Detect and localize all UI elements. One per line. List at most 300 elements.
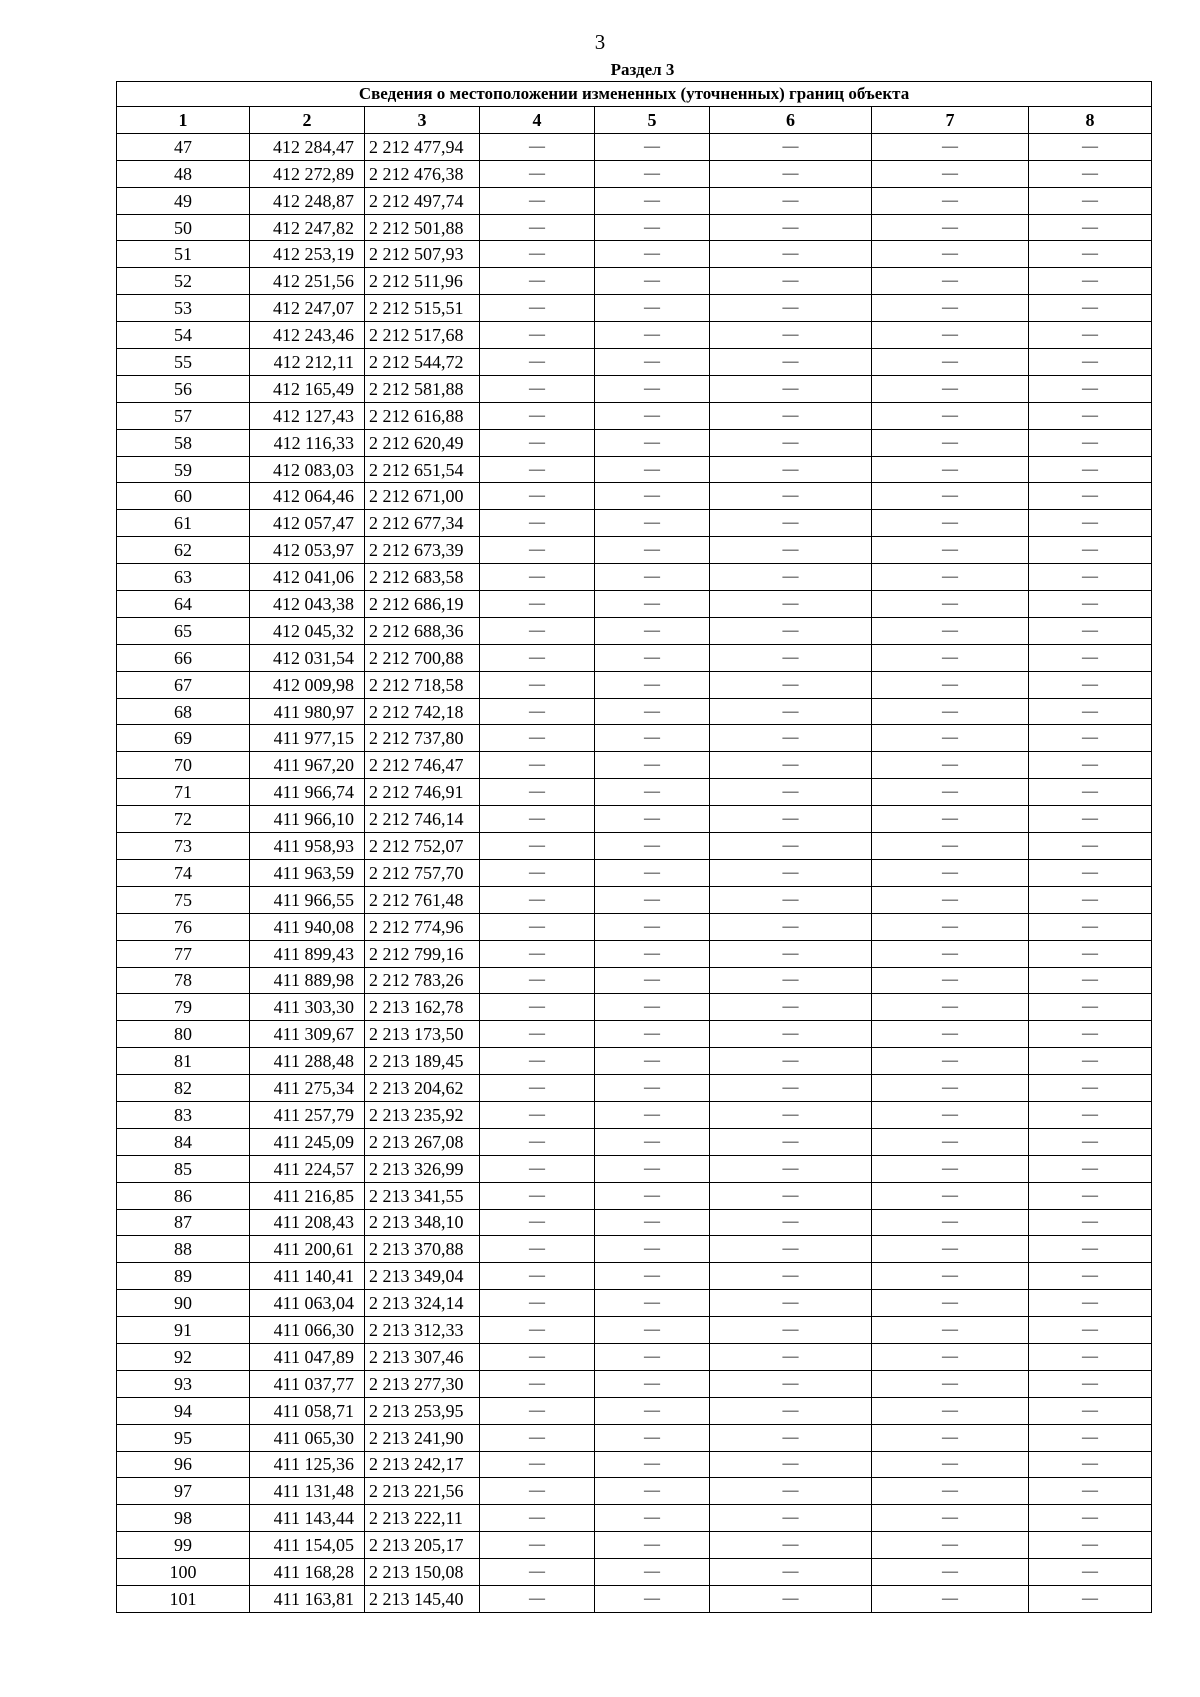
- empty-dash-cell: —: [710, 1317, 872, 1344]
- table-row: [117, 375, 1152, 402]
- empty-dash-cell: —: [872, 1128, 1029, 1155]
- empty-dash-cell: —: [872, 1532, 1029, 1559]
- empty-dash-cell: —: [595, 429, 710, 456]
- empty-dash-cell: —: [872, 1397, 1029, 1424]
- coordinate-x-cell: 412 247,82: [250, 214, 365, 241]
- coordinate-x-cell: 411 063,04: [250, 1290, 365, 1317]
- empty-dash-cell: —: [710, 375, 872, 402]
- empty-dash-cell: —: [872, 1370, 1029, 1397]
- table-row: [117, 833, 1152, 860]
- coordinate-x-cell: 411 966,74: [250, 779, 365, 806]
- empty-dash-cell: —: [480, 994, 595, 1021]
- empty-dash-cell: —: [480, 1451, 595, 1478]
- table-row: [117, 1505, 1152, 1532]
- table-row: [117, 133, 1152, 160]
- coordinate-x-cell: 411 966,55: [250, 886, 365, 913]
- point-number-cell: 96: [117, 1451, 250, 1478]
- empty-dash-cell: —: [1029, 1585, 1152, 1612]
- empty-dash-cell: —: [1029, 1559, 1152, 1586]
- empty-dash-cell: —: [480, 1478, 595, 1505]
- coordinate-y-cell: 2 213 312,33: [365, 1317, 480, 1344]
- empty-dash-cell: —: [480, 1290, 595, 1317]
- empty-dash-cell: —: [710, 1585, 872, 1612]
- table-row: [117, 564, 1152, 591]
- empty-dash-cell: —: [1029, 1451, 1152, 1478]
- point-number-cell: 90: [117, 1290, 250, 1317]
- coordinate-y-cell: 2 212 799,16: [365, 940, 480, 967]
- empty-dash-cell: —: [872, 698, 1029, 725]
- empty-dash-cell: —: [872, 1209, 1029, 1236]
- coordinate-x-cell: 411 257,79: [250, 1101, 365, 1128]
- empty-dash-cell: —: [595, 1128, 710, 1155]
- coordinate-x-cell: 412 064,46: [250, 483, 365, 510]
- empty-dash-cell: —: [872, 1048, 1029, 1075]
- point-number-cell: 87: [117, 1209, 250, 1236]
- coordinate-y-cell: 2 213 242,17: [365, 1451, 480, 1478]
- table-row: [117, 429, 1152, 456]
- empty-dash-cell: —: [1029, 1182, 1152, 1209]
- coordinate-x-cell: 411 200,61: [250, 1236, 365, 1263]
- empty-dash-cell: —: [872, 402, 1029, 429]
- empty-dash-cell: —: [1029, 1075, 1152, 1102]
- empty-dash-cell: —: [710, 429, 872, 456]
- empty-dash-cell: —: [480, 1209, 595, 1236]
- empty-dash-cell: —: [595, 214, 710, 241]
- empty-dash-cell: —: [872, 375, 1029, 402]
- coordinate-y-cell: 2 212 761,48: [365, 886, 480, 913]
- coordinate-y-cell: 2 212 673,39: [365, 537, 480, 564]
- empty-dash-cell: —: [872, 886, 1029, 913]
- empty-dash-cell: —: [1029, 1424, 1152, 1451]
- empty-dash-cell: —: [480, 1505, 595, 1532]
- table-row: [117, 967, 1152, 994]
- empty-dash-cell: —: [872, 1155, 1029, 1182]
- coordinate-y-cell: 2 213 222,11: [365, 1505, 480, 1532]
- table-row: [117, 322, 1152, 349]
- empty-dash-cell: —: [872, 322, 1029, 349]
- empty-dash-cell: —: [595, 1182, 710, 1209]
- empty-dash-cell: —: [872, 1182, 1029, 1209]
- coordinate-y-cell: 2 213 221,56: [365, 1478, 480, 1505]
- empty-dash-cell: —: [1029, 725, 1152, 752]
- empty-dash-cell: —: [710, 1075, 872, 1102]
- coordinate-y-cell: 2 212 677,34: [365, 510, 480, 537]
- empty-dash-cell: —: [710, 886, 872, 913]
- column-header: 7: [872, 107, 1029, 134]
- empty-dash-cell: —: [1029, 1370, 1152, 1397]
- coordinate-x-cell: 411 037,77: [250, 1370, 365, 1397]
- point-number-cell: 84: [117, 1128, 250, 1155]
- empty-dash-cell: —: [872, 349, 1029, 376]
- point-number-cell: 67: [117, 671, 250, 698]
- empty-dash-cell: —: [595, 537, 710, 564]
- coordinate-x-cell: 412 243,46: [250, 322, 365, 349]
- empty-dash-cell: —: [710, 349, 872, 376]
- empty-dash-cell: —: [710, 752, 872, 779]
- empty-dash-cell: —: [595, 375, 710, 402]
- empty-dash-cell: —: [872, 967, 1029, 994]
- point-number-cell: 53: [117, 295, 250, 322]
- coordinate-y-cell: 2 212 742,18: [365, 698, 480, 725]
- empty-dash-cell: —: [872, 1263, 1029, 1290]
- table-row: [117, 1209, 1152, 1236]
- empty-dash-cell: —: [1029, 1397, 1152, 1424]
- table-row: [117, 483, 1152, 510]
- empty-dash-cell: —: [710, 295, 872, 322]
- coordinate-y-cell: 2 213 349,04: [365, 1263, 480, 1290]
- coordinate-y-cell: 2 212 544,72: [365, 349, 480, 376]
- empty-dash-cell: —: [595, 160, 710, 187]
- point-number-cell: 86: [117, 1182, 250, 1209]
- coordinate-y-cell: 2 212 774,96: [365, 913, 480, 940]
- empty-dash-cell: —: [595, 349, 710, 376]
- point-number-cell: 83: [117, 1101, 250, 1128]
- column-header: 2: [250, 107, 365, 134]
- empty-dash-cell: —: [595, 913, 710, 940]
- empty-dash-cell: —: [1029, 994, 1152, 1021]
- empty-dash-cell: —: [872, 859, 1029, 886]
- column-header: 4: [480, 107, 595, 134]
- empty-dash-cell: —: [872, 617, 1029, 644]
- empty-dash-cell: —: [595, 1021, 710, 1048]
- empty-dash-cell: —: [480, 456, 595, 483]
- coordinate-y-cell: 2 213 145,40: [365, 1585, 480, 1612]
- empty-dash-cell: —: [595, 1343, 710, 1370]
- table-row: [117, 698, 1152, 725]
- empty-dash-cell: —: [1029, 806, 1152, 833]
- empty-dash-cell: —: [710, 241, 872, 268]
- table-row: [117, 1236, 1152, 1263]
- empty-dash-cell: —: [595, 1505, 710, 1532]
- empty-dash-cell: —: [1029, 214, 1152, 241]
- empty-dash-cell: —: [872, 779, 1029, 806]
- table-row: [117, 187, 1152, 214]
- coordinate-y-cell: 2 213 241,90: [365, 1424, 480, 1451]
- table-row: [117, 886, 1152, 913]
- coordinate-y-cell: 2 212 683,58: [365, 564, 480, 591]
- empty-dash-cell: —: [595, 1263, 710, 1290]
- empty-dash-cell: —: [595, 859, 710, 886]
- empty-dash-cell: —: [480, 1101, 595, 1128]
- empty-dash-cell: —: [595, 483, 710, 510]
- table-row: [117, 617, 1152, 644]
- empty-dash-cell: —: [1029, 322, 1152, 349]
- coordinate-x-cell: 412 041,06: [250, 564, 365, 591]
- empty-dash-cell: —: [480, 1585, 595, 1612]
- table-row: [117, 1182, 1152, 1209]
- table-row: [117, 1424, 1152, 1451]
- empty-dash-cell: —: [872, 1478, 1029, 1505]
- empty-dash-cell: —: [872, 187, 1029, 214]
- coordinate-x-cell: 412 031,54: [250, 644, 365, 671]
- point-number-cell: 69: [117, 725, 250, 752]
- point-number-cell: 70: [117, 752, 250, 779]
- empty-dash-cell: —: [872, 1424, 1029, 1451]
- empty-dash-cell: —: [872, 671, 1029, 698]
- empty-dash-cell: —: [595, 967, 710, 994]
- coordinate-y-cell: 2 212 497,74: [365, 187, 480, 214]
- empty-dash-cell: —: [872, 295, 1029, 322]
- coordinate-y-cell: 2 213 370,88: [365, 1236, 480, 1263]
- point-number-cell: 54: [117, 322, 250, 349]
- table-caption: Сведения о местоположении измененных (уточненных) границ объекта: [117, 82, 1152, 107]
- point-number-cell: 62: [117, 537, 250, 564]
- point-number-cell: 88: [117, 1236, 250, 1263]
- coordinate-y-cell: 2 213 204,62: [365, 1075, 480, 1102]
- empty-dash-cell: —: [1029, 644, 1152, 671]
- empty-dash-cell: —: [872, 510, 1029, 537]
- empty-dash-cell: —: [480, 913, 595, 940]
- coordinate-y-cell: 2 212 616,88: [365, 402, 480, 429]
- empty-dash-cell: —: [710, 1451, 872, 1478]
- coordinate-y-cell: 2 213 277,30: [365, 1370, 480, 1397]
- table-row: [117, 1478, 1152, 1505]
- empty-dash-cell: —: [595, 133, 710, 160]
- empty-dash-cell: —: [710, 160, 872, 187]
- empty-dash-cell: —: [595, 1317, 710, 1344]
- table-row: [117, 1532, 1152, 1559]
- point-number-cell: 57: [117, 402, 250, 429]
- point-number-cell: 71: [117, 779, 250, 806]
- empty-dash-cell: —: [595, 241, 710, 268]
- empty-dash-cell: —: [1029, 241, 1152, 268]
- empty-dash-cell: —: [480, 1155, 595, 1182]
- empty-dash-cell: —: [1029, 1505, 1152, 1532]
- empty-dash-cell: —: [480, 833, 595, 860]
- empty-dash-cell: —: [480, 1048, 595, 1075]
- empty-dash-cell: —: [1029, 1236, 1152, 1263]
- empty-dash-cell: —: [1029, 295, 1152, 322]
- empty-dash-cell: —: [710, 1182, 872, 1209]
- empty-dash-cell: —: [1029, 1209, 1152, 1236]
- empty-dash-cell: —: [872, 1290, 1029, 1317]
- point-number-cell: 79: [117, 994, 250, 1021]
- point-number-cell: 99: [117, 1532, 250, 1559]
- point-number-cell: 78: [117, 967, 250, 994]
- empty-dash-cell: —: [595, 806, 710, 833]
- empty-dash-cell: —: [710, 1290, 872, 1317]
- empty-dash-cell: —: [480, 859, 595, 886]
- coordinate-y-cell: 2 213 267,08: [365, 1128, 480, 1155]
- point-number-cell: 76: [117, 913, 250, 940]
- table-row: [117, 859, 1152, 886]
- empty-dash-cell: —: [480, 1532, 595, 1559]
- empty-dash-cell: —: [480, 268, 595, 295]
- coordinate-y-cell: 2 212 688,36: [365, 617, 480, 644]
- empty-dash-cell: —: [872, 1451, 1029, 1478]
- coordinate-x-cell: 411 125,36: [250, 1451, 365, 1478]
- empty-dash-cell: —: [480, 375, 595, 402]
- coordinate-y-cell: 2 213 341,55: [365, 1182, 480, 1209]
- point-number-cell: 81: [117, 1048, 250, 1075]
- coordinate-y-cell: 2 212 507,93: [365, 241, 480, 268]
- point-number-cell: 49: [117, 187, 250, 214]
- empty-dash-cell: —: [595, 752, 710, 779]
- empty-dash-cell: —: [710, 779, 872, 806]
- table-row: [117, 725, 1152, 752]
- empty-dash-cell: —: [480, 564, 595, 591]
- coordinate-x-cell: 411 131,48: [250, 1478, 365, 1505]
- coordinate-y-cell: 2 212 746,91: [365, 779, 480, 806]
- empty-dash-cell: —: [480, 1370, 595, 1397]
- empty-dash-cell: —: [872, 591, 1029, 618]
- empty-dash-cell: —: [872, 994, 1029, 1021]
- point-number-cell: 50: [117, 214, 250, 241]
- empty-dash-cell: —: [872, 806, 1029, 833]
- empty-dash-cell: —: [872, 1505, 1029, 1532]
- coordinate-x-cell: 412 212,11: [250, 349, 365, 376]
- empty-dash-cell: —: [480, 483, 595, 510]
- point-number-cell: 68: [117, 698, 250, 725]
- empty-dash-cell: —: [710, 537, 872, 564]
- empty-dash-cell: —: [710, 967, 872, 994]
- empty-dash-cell: —: [710, 1559, 872, 1586]
- table-row: [117, 295, 1152, 322]
- point-number-cell: 63: [117, 564, 250, 591]
- empty-dash-cell: —: [872, 1559, 1029, 1586]
- table-row: [117, 241, 1152, 268]
- table-row: [117, 591, 1152, 618]
- empty-dash-cell: —: [595, 1424, 710, 1451]
- empty-dash-cell: —: [872, 214, 1029, 241]
- coordinate-x-cell: 411 977,15: [250, 725, 365, 752]
- coordinate-x-cell: 411 963,59: [250, 859, 365, 886]
- empty-dash-cell: —: [1029, 429, 1152, 456]
- empty-dash-cell: —: [595, 402, 710, 429]
- empty-dash-cell: —: [595, 1101, 710, 1128]
- table-row: [117, 349, 1152, 376]
- empty-dash-cell: —: [710, 1155, 872, 1182]
- empty-dash-cell: —: [1029, 617, 1152, 644]
- empty-dash-cell: —: [872, 1343, 1029, 1370]
- empty-dash-cell: —: [595, 564, 710, 591]
- empty-dash-cell: —: [1029, 1128, 1152, 1155]
- empty-dash-cell: —: [480, 1343, 595, 1370]
- point-number-cell: 85: [117, 1155, 250, 1182]
- empty-dash-cell: —: [595, 1451, 710, 1478]
- coordinate-y-cell: 2 212 783,26: [365, 967, 480, 994]
- empty-dash-cell: —: [1029, 1101, 1152, 1128]
- empty-dash-cell: —: [595, 1532, 710, 1559]
- coordinate-x-cell: 411 143,44: [250, 1505, 365, 1532]
- coordinate-x-cell: 411 967,20: [250, 752, 365, 779]
- coordinate-y-cell: 2 212 718,58: [365, 671, 480, 698]
- empty-dash-cell: —: [480, 187, 595, 214]
- coordinate-x-cell: 412 057,47: [250, 510, 365, 537]
- coordinate-x-cell: 411 208,43: [250, 1209, 365, 1236]
- point-number-cell: 75: [117, 886, 250, 913]
- coordinate-x-cell: 411 163,81: [250, 1585, 365, 1612]
- coordinate-x-cell: 411 889,98: [250, 967, 365, 994]
- empty-dash-cell: —: [710, 644, 872, 671]
- table-row: [117, 1155, 1152, 1182]
- column-header: 8: [1029, 107, 1152, 134]
- table-row: [117, 779, 1152, 806]
- empty-dash-cell: —: [1029, 1478, 1152, 1505]
- table-row: [117, 994, 1152, 1021]
- table-row: [117, 402, 1152, 429]
- point-number-cell: 47: [117, 133, 250, 160]
- empty-dash-cell: —: [480, 806, 595, 833]
- empty-dash-cell: —: [480, 1559, 595, 1586]
- coordinate-y-cell: 2 212 476,38: [365, 160, 480, 187]
- point-number-cell: 80: [117, 1021, 250, 1048]
- empty-dash-cell: —: [872, 456, 1029, 483]
- table-row: [117, 1585, 1152, 1612]
- table-row: [117, 268, 1152, 295]
- empty-dash-cell: —: [1029, 967, 1152, 994]
- empty-dash-cell: —: [1029, 752, 1152, 779]
- table-row: [117, 1263, 1152, 1290]
- empty-dash-cell: —: [595, 268, 710, 295]
- empty-dash-cell: —: [1029, 564, 1152, 591]
- coordinate-y-cell: 2 212 671,00: [365, 483, 480, 510]
- empty-dash-cell: —: [595, 779, 710, 806]
- empty-dash-cell: —: [595, 591, 710, 618]
- coordinate-y-cell: 2 213 150,08: [365, 1559, 480, 1586]
- empty-dash-cell: —: [710, 725, 872, 752]
- table-row: [117, 1397, 1152, 1424]
- table-body: [117, 133, 1152, 1612]
- table-caption-row: [117, 82, 1152, 107]
- coordinate-y-cell: 2 212 515,51: [365, 295, 480, 322]
- point-number-cell: 93: [117, 1370, 250, 1397]
- empty-dash-cell: —: [710, 1209, 872, 1236]
- point-number-cell: 51: [117, 241, 250, 268]
- empty-dash-cell: —: [872, 913, 1029, 940]
- coordinate-x-cell: 411 066,30: [250, 1317, 365, 1344]
- table-row: [117, 940, 1152, 967]
- coordinate-y-cell: 2 213 253,95: [365, 1397, 480, 1424]
- empty-dash-cell: —: [1029, 779, 1152, 806]
- empty-dash-cell: —: [480, 1317, 595, 1344]
- column-header: 6: [710, 107, 872, 134]
- coordinate-x-cell: 412 251,56: [250, 268, 365, 295]
- empty-dash-cell: —: [595, 510, 710, 537]
- point-number-cell: 56: [117, 375, 250, 402]
- table-row: [117, 806, 1152, 833]
- column-header: 1: [117, 107, 250, 134]
- empty-dash-cell: —: [1029, 886, 1152, 913]
- empty-dash-cell: —: [710, 510, 872, 537]
- empty-dash-cell: —: [872, 940, 1029, 967]
- point-number-cell: 52: [117, 268, 250, 295]
- coordinate-y-cell: 2 212 746,47: [365, 752, 480, 779]
- empty-dash-cell: —: [872, 1585, 1029, 1612]
- table-row: [117, 1101, 1152, 1128]
- empty-dash-cell: —: [1029, 375, 1152, 402]
- empty-dash-cell: —: [595, 1209, 710, 1236]
- empty-dash-cell: —: [710, 859, 872, 886]
- empty-dash-cell: —: [480, 886, 595, 913]
- table-row: [117, 456, 1152, 483]
- coordinate-y-cell: 2 213 162,78: [365, 994, 480, 1021]
- empty-dash-cell: —: [595, 644, 710, 671]
- empty-dash-cell: —: [710, 214, 872, 241]
- boundary-coordinates-table: [116, 81, 1152, 1613]
- empty-dash-cell: —: [710, 1370, 872, 1397]
- empty-dash-cell: —: [872, 833, 1029, 860]
- coordinate-x-cell: 412 053,97: [250, 537, 365, 564]
- point-number-cell: 92: [117, 1343, 250, 1370]
- coordinate-x-cell: 411 065,30: [250, 1424, 365, 1451]
- empty-dash-cell: —: [710, 671, 872, 698]
- empty-dash-cell: —: [480, 349, 595, 376]
- empty-dash-cell: —: [1029, 913, 1152, 940]
- empty-dash-cell: —: [710, 1263, 872, 1290]
- empty-dash-cell: —: [595, 1397, 710, 1424]
- point-number-cell: 48: [117, 160, 250, 187]
